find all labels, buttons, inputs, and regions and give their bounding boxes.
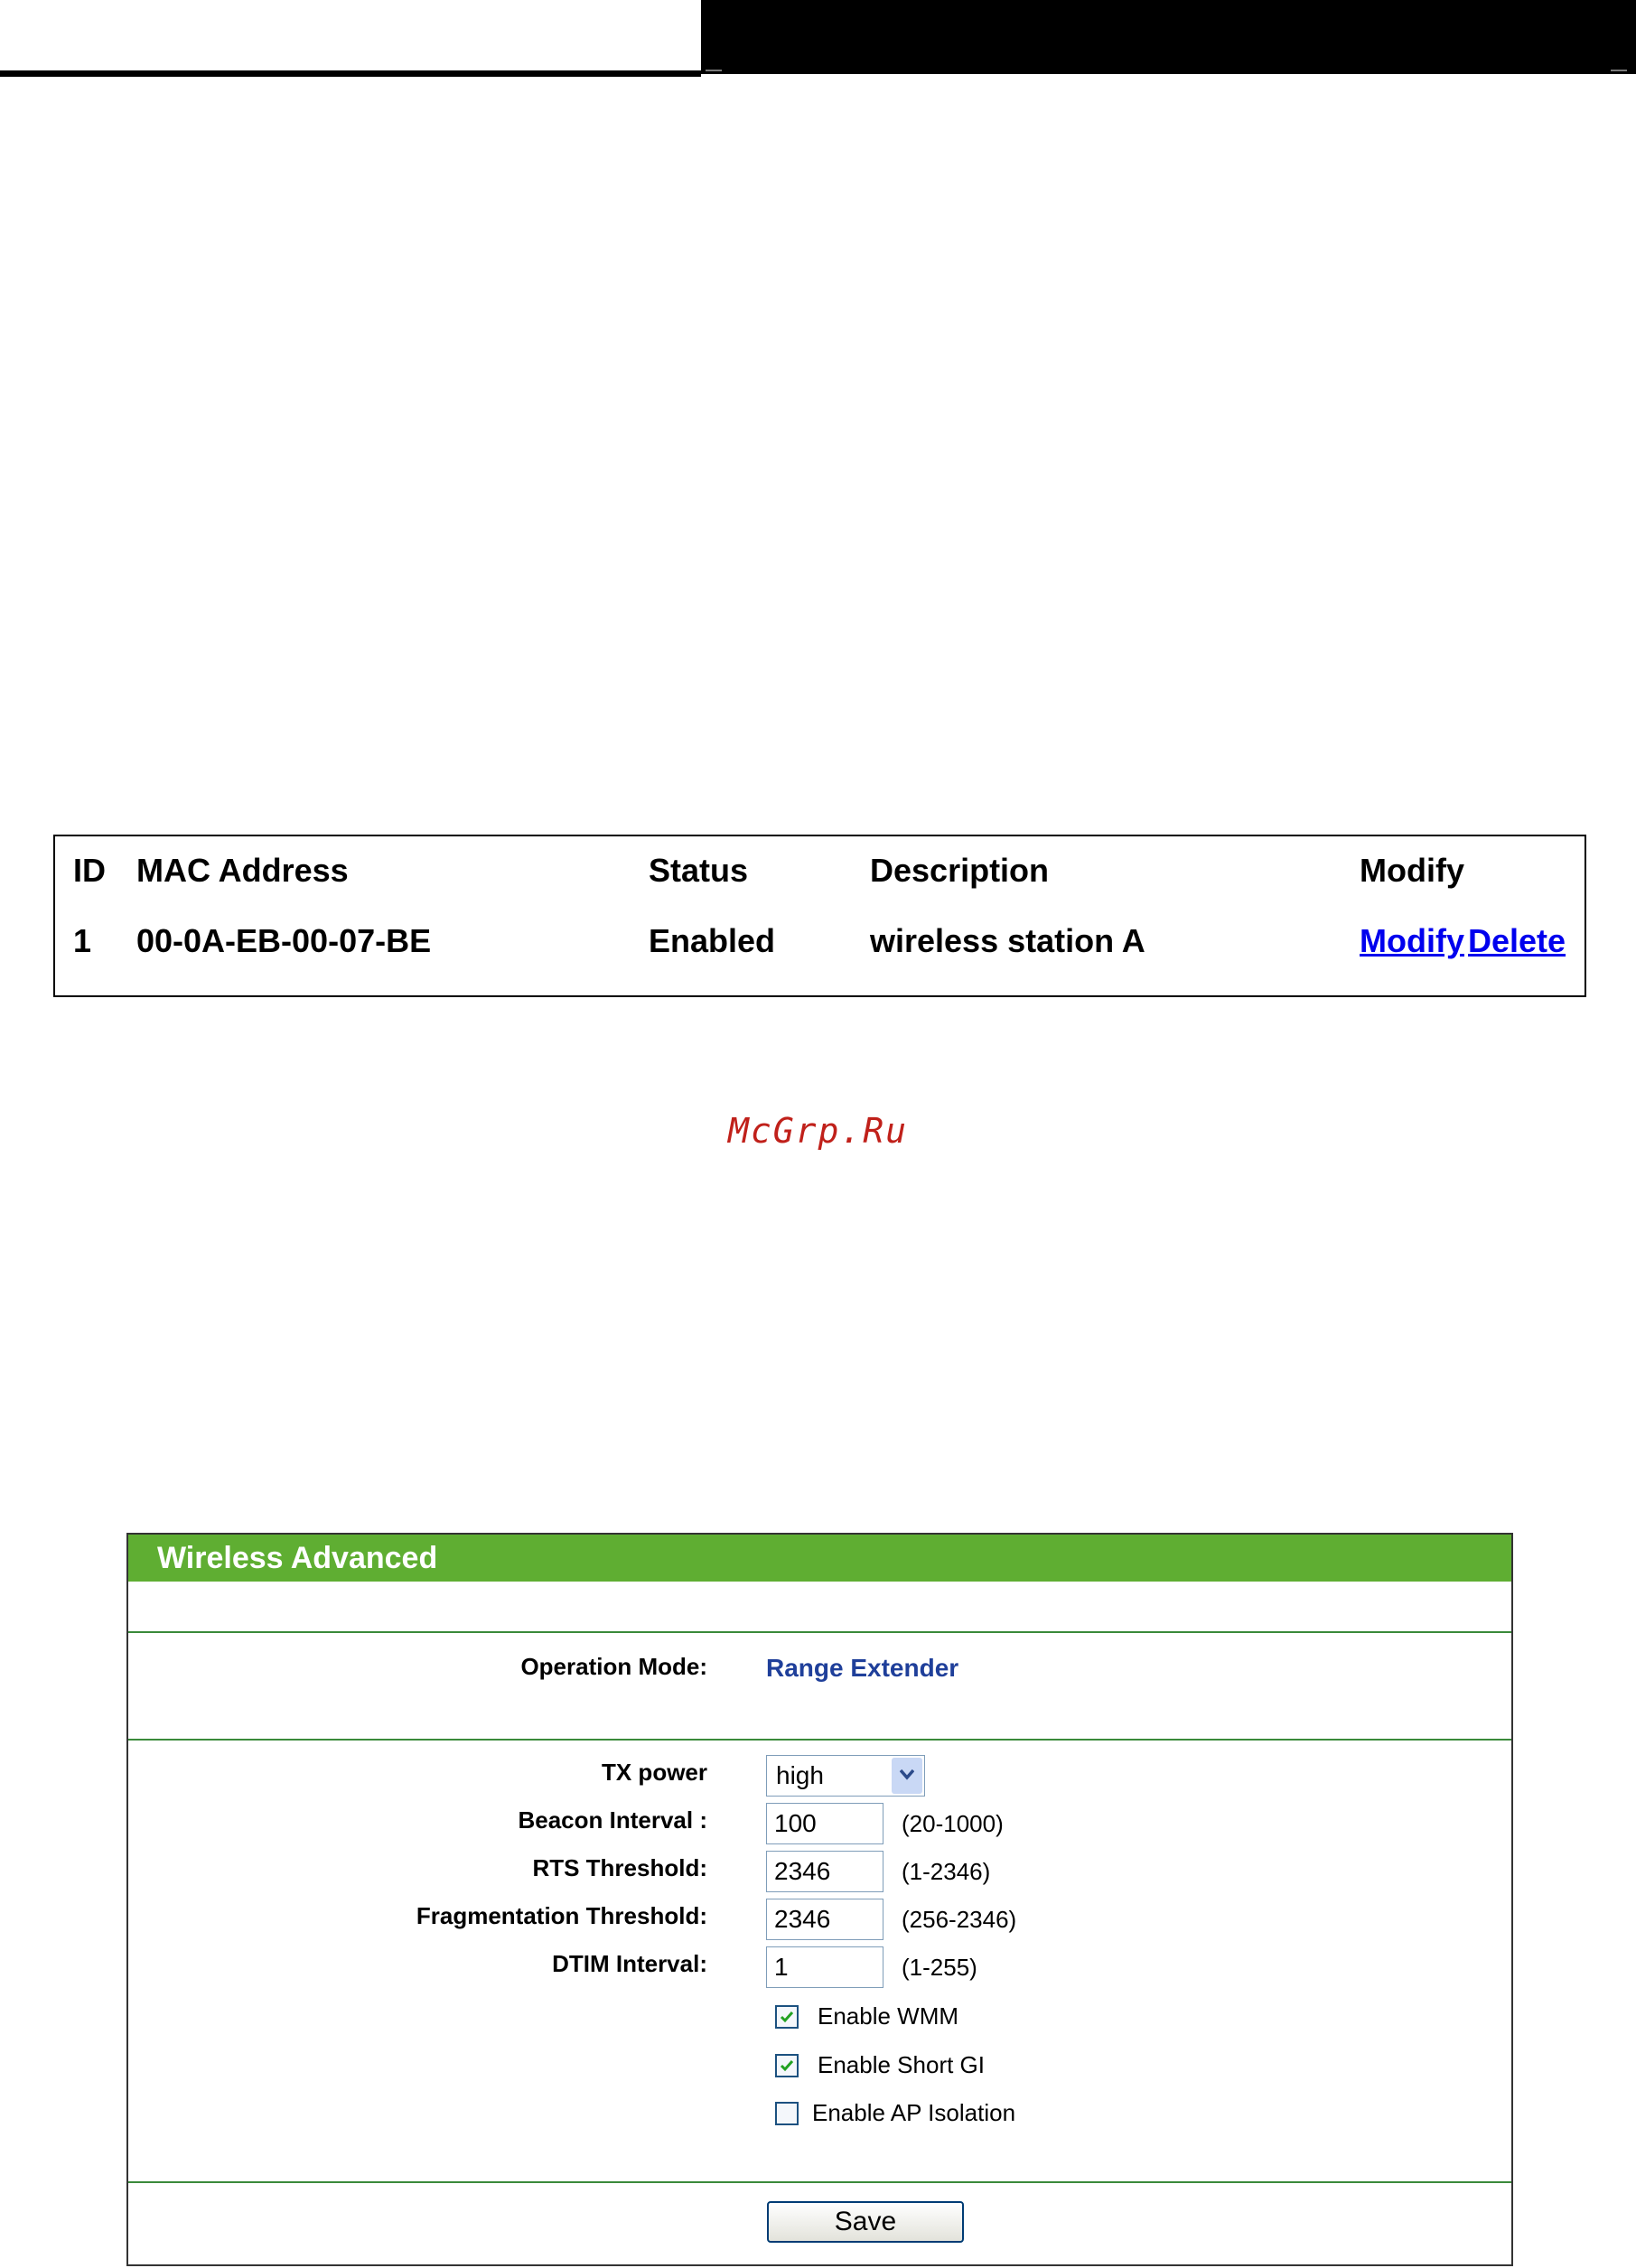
delete-link[interactable]: Delete (1468, 922, 1566, 959)
enable-ap-isolation-label: Enable AP Isolation (812, 2099, 1016, 2126)
fragmentation-threshold-range: (256-2346) (902, 1906, 1017, 1933)
watermark: McGrp.Ru (727, 1111, 909, 1151)
enable-wmm-label: Enable WMM (818, 2002, 959, 2030)
col-header-status: Status (649, 852, 749, 889)
mac-filter-table (53, 835, 1586, 997)
dtim-interval-input[interactable]: 1 (766, 1946, 883, 1988)
enable-short-gi-checkbox[interactable] (775, 2054, 799, 2077)
chevron-down-icon[interactable] (892, 1758, 922, 1794)
row-id: 1 (73, 922, 92, 959)
beacon-interval-input[interactable]: 100 (766, 1803, 883, 1844)
col-header-description: Description (870, 852, 1050, 889)
fragmentation-threshold-input[interactable]: 2346 (766, 1899, 883, 1940)
modify-link[interactable]: Modify (1360, 922, 1464, 959)
row-status: Enabled (649, 922, 776, 959)
operation-mode-value: Range Extender (766, 1654, 959, 1682)
checkmark-icon (779, 2058, 795, 2074)
enable-short-gi-label: Enable Short GI (818, 2051, 985, 2078)
rts-threshold-input[interactable]: 2346 (766, 1851, 883, 1892)
separator-3 (128, 2181, 1511, 2183)
tx-power-label: TX power (601, 1759, 707, 1786)
enable-ap-isolation-checkbox[interactable] (775, 2102, 799, 2125)
dtim-interval-range: (1-255) (902, 1954, 977, 1981)
tx-power-selected: high (776, 1761, 824, 1789)
beacon-interval-label: Beacon Interval : (518, 1806, 707, 1834)
header-tick-left (706, 70, 722, 71)
enable-wmm-checkbox[interactable] (775, 2005, 799, 2029)
header-rule (0, 70, 701, 77)
rts-threshold-range: (1-2346) (902, 1858, 991, 1885)
separator-2 (128, 1739, 1511, 1741)
beacon-interval-range: (20-1000) (902, 1810, 1004, 1837)
col-header-mac: MAC Address (136, 852, 349, 889)
row-description: wireless station A (870, 922, 1145, 959)
panel-title: Wireless Advanced (128, 1535, 1511, 1582)
col-header-id: ID (73, 852, 106, 889)
header-tick-right (1611, 70, 1627, 71)
col-header-modify: Modify (1360, 852, 1464, 889)
rts-threshold-label: RTS Threshold: (532, 1854, 707, 1881)
fragmentation-threshold-label: Fragmentation Threshold: (416, 1902, 707, 1929)
checkmark-icon (779, 2009, 795, 2025)
wireless-advanced-panel (126, 1533, 1513, 2266)
operation-mode-label: Operation Mode: (520, 1653, 707, 1680)
dtim-interval-label: DTIM Interval: (552, 1950, 707, 1977)
save-button[interactable]: Save (767, 2201, 964, 2243)
header-block (701, 0, 1636, 74)
row-mac-address: 00-0A-EB-00-07-BE (136, 922, 432, 959)
tx-power-select[interactable] (766, 1755, 925, 1797)
separator-1 (128, 1631, 1511, 1633)
